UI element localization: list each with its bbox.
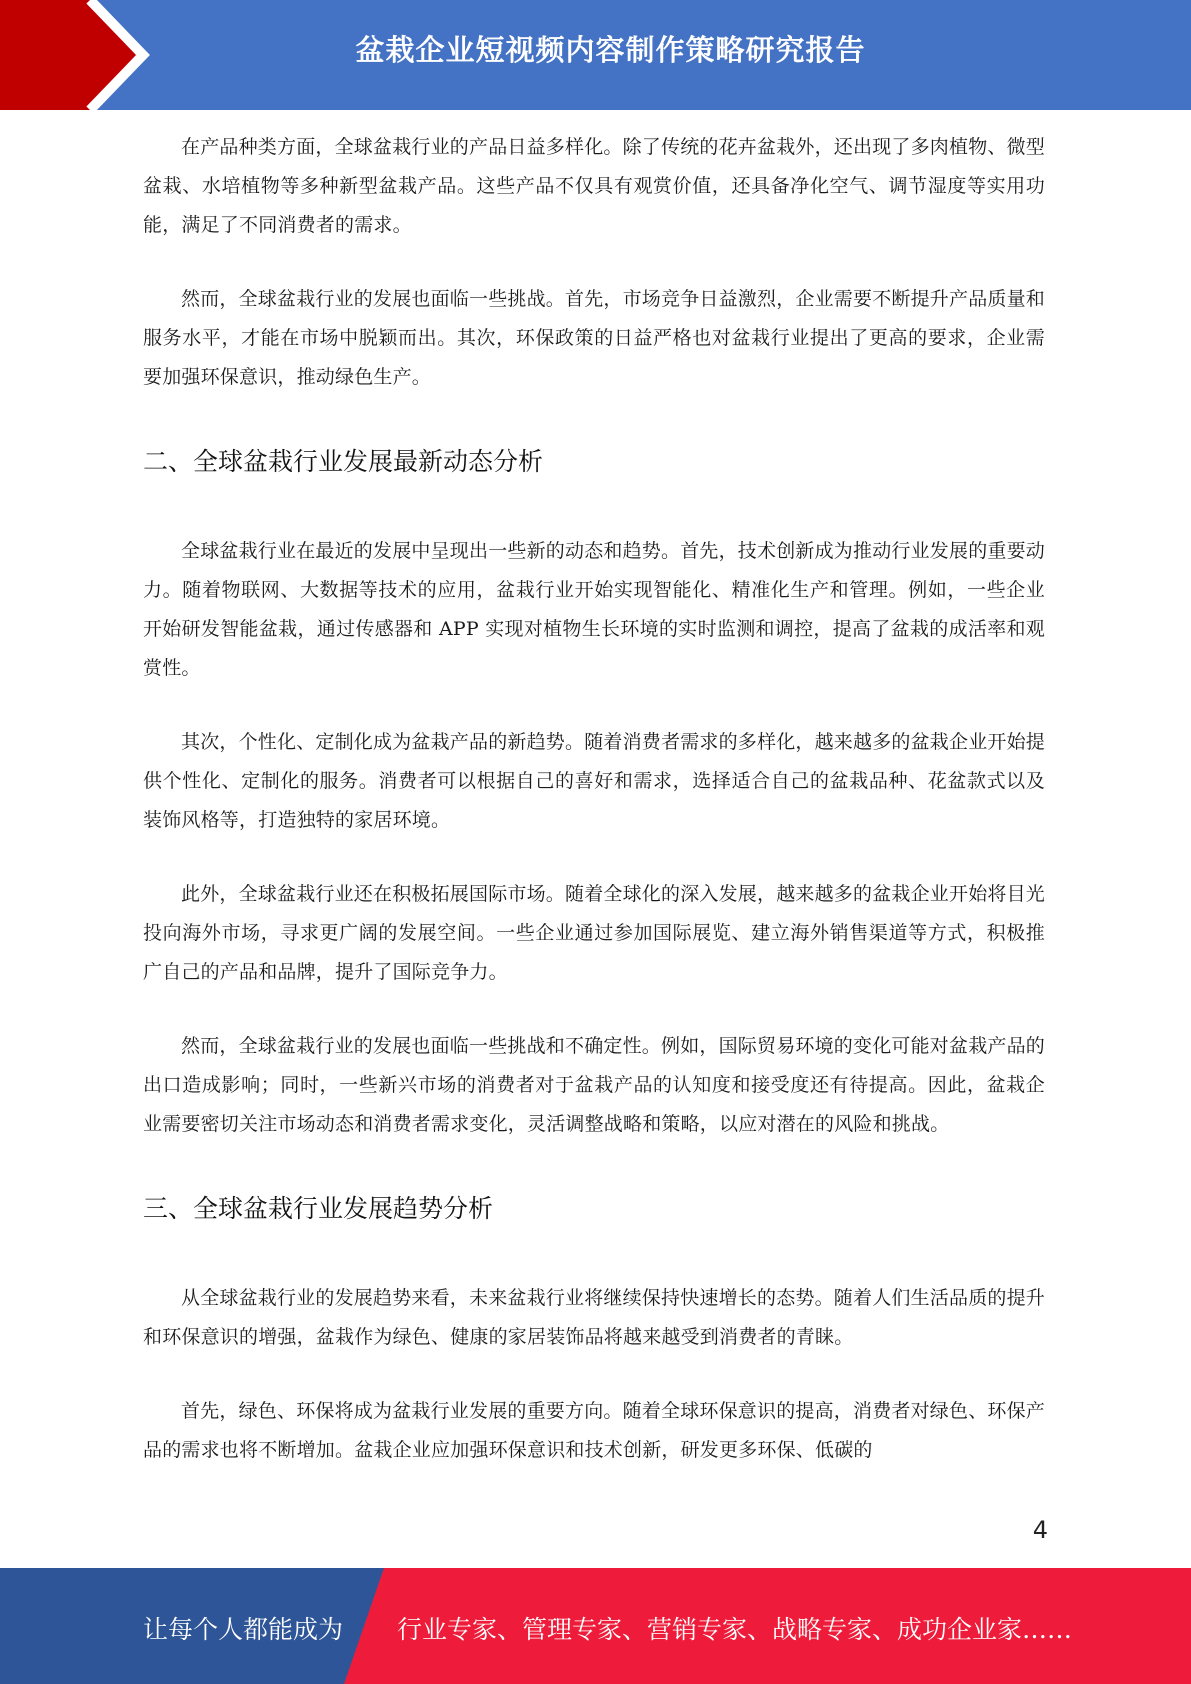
- paragraph-product-types: 在产品种类方面，全球盆栽行业的产品日益多样化。除了传统的花卉盆栽外，还出现了多肉植物、微型盆栽、水培植物等多种新型盆栽产品。这些产品不仅具有观赏价值，还具备净化空气、调节湿度等实用功能，满足了不同消费者的需求。: [143, 136, 1046, 236]
- footer-slogan-right: 行业专家、管理专家、营销专家、战略专家、成功企业家……: [397, 1615, 1073, 1644]
- paragraph-international-market: 此外，全球盆栽行业还在积极拓展国际市场。随着全球化的深入发展，越来越多的盆栽企业开始将目光投向海外市场，寻求更广阔的发展空间。一些企业通过参加国际展览、建立海外销售渠道等方式，积极推广自己的产品和品牌，提升了国际竞争力。: [143, 883, 1046, 983]
- page-footer: [0, 1568, 1191, 1684]
- paragraph-tech-innovation: 全球盆栽行业在最近的发展中呈现出一些新的动态和趋势。首先，技术创新成为推动行业发展的重要动力。随着物联网、大数据等技术的应用，盆栽行业开始实现智能化、精准化生产和管理。例如，一些企业开始研发智能盆栽，通过传感器和 APP 实现对植物生长环境的实时监测和调控，提高了盆栽的成活率和观赏性。: [143, 540, 1046, 679]
- page-header: [0, 0, 1191, 110]
- page-number: 4: [1032, 1516, 1048, 1544]
- footer-slogan-left: 让每个人都能成为: [143, 1615, 344, 1644]
- paragraph-customization: 其次，个性化、定制化成为盆栽产品的新趋势。随着消费者需求的多样化，越来越多的盆栽企业开始提供个性化、定制化的服务。消费者可以根据自己的喜好和需求，选择适合自己的盆栽品种、花盆款式以及装饰风格等，打造独特的家居环境。: [143, 731, 1046, 831]
- paragraph-challenges: 然而，全球盆栽行业的发展也面临一些挑战。首先，市场竞争日益激烈，企业需要不断提升产品质量和服务水平，才能在市场中脱颖而出。其次，环保政策的日益严格也对盆栽行业提出了更高的要求，企业需要加强环保意识，推动绿色生产。: [143, 288, 1046, 388]
- section-heading-latest-trends: 二、全球盆栽行业发展最新动态分析: [143, 447, 544, 476]
- page-body: [143, 128, 1045, 1470]
- section-heading-development-trends: 三、全球盆栽行业发展趋势分析: [143, 1194, 494, 1223]
- paragraph-growth-outlook: 从全球盆栽行业的发展趋势来看，未来盆栽行业将继续保持快速增长的态势。随着人们生活品质的提升和环保意识的增强，盆栽作为绿色、健康的家居装饰品将越来越受到消费者的青睐。: [143, 1287, 1046, 1348]
- paragraph-green-direction: 首先，绿色、环保将成为盆栽行业发展的重要方向。随着全球环保意识的提高，消费者对绿色、环保产品的需求也将不断增加。盆栽企业应加强环保意识和技术创新，研发更多环保、低碳的: [143, 1400, 1046, 1461]
- report-title: 盆栽企业短视频内容制作策略研究报告: [355, 33, 866, 67]
- paragraph-uncertainty: 然而，全球盆栽行业的发展也面临一些挑战和不确定性。例如，国际贸易环境的变化可能对盆栽产品的出口造成影响；同时，一些新兴市场的消费者对于盆栽产品的认知度和接受度还有待提高。因此，盆栽企业需要密切关注市场动态和消费者需求变化，灵活调整战略和策略，以应对潜在的风险和挑战。: [143, 1035, 1046, 1135]
